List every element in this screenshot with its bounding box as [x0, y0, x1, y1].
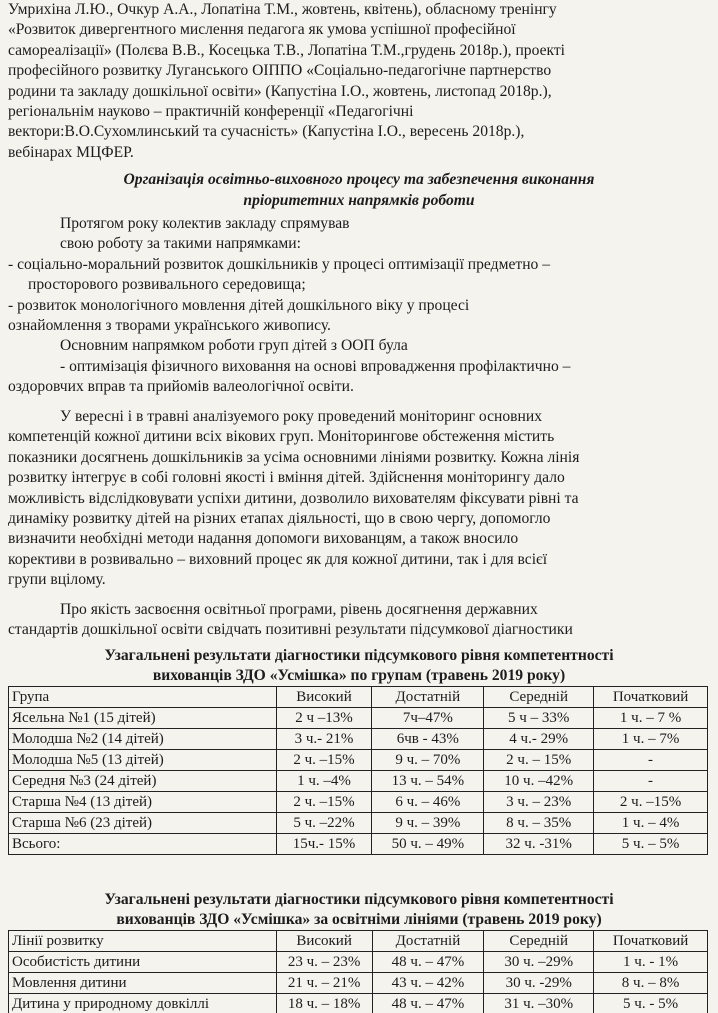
table-cell: 1 ч. – 7 % [594, 708, 708, 729]
table-cell: Всього: [9, 834, 277, 855]
monitoring-line: У вересні і в травні аналізуемого року проведений моніторинг основних [60, 408, 543, 425]
quality-line: Про якість засвоєння освітньої програми, рівень досягнення державних [60, 601, 538, 618]
table-row [9, 750, 708, 771]
table-row [9, 771, 708, 792]
table-cell: 7ч–47% [372, 708, 484, 729]
quality-line: стандартів дошкільної освіти свідчать позитивні результати підсумкової діагностики [8, 621, 573, 639]
table-cell: Середня №3 (24 дітей) [9, 771, 277, 792]
table-row [9, 952, 708, 973]
table-cell: 18 ч. – 18% [276, 994, 372, 1013]
table-cell: 1 ч. – 7% [594, 729, 708, 750]
table-cell: 1 ч. –4% [276, 771, 372, 792]
table-cell: 5 ч – 33% [484, 708, 594, 729]
directions-lead: свою роботу за такими напрямками: [60, 235, 301, 253]
table-cell: 1 ч. - 1% [594, 952, 708, 973]
directions-lead: Протягом року колектив закладу спрямував [60, 215, 350, 232]
table-row [9, 973, 708, 994]
table-cell: 5 ч. - 5% [594, 994, 708, 1013]
table-cell: 3 ч.- 21% [276, 729, 372, 750]
monitoring-line: можливість відслідковувати успіхи дитини, дозволило вихователям фіксувати рівні та [8, 489, 579, 507]
table-cell: 32 ч. -31% [484, 834, 594, 855]
oop-item: оздоровчих вправ та прийомів валеологічної освіти. [8, 378, 354, 396]
col-header: Високий [276, 931, 372, 952]
col-header: Середній [484, 931, 594, 952]
table-row [9, 708, 708, 729]
directions-section [8, 214, 708, 398]
col-header: Початковий [594, 687, 708, 708]
monitoring-line: розвитку інтегрує в собі головні якості і вміння дітей. Здійснення моніторингу дало [8, 469, 565, 487]
section-heading-line1: Організація освітньо-виховного процесу та забезпечення виконання [123, 171, 595, 188]
table-cell: 2 ч. –15% [276, 792, 372, 813]
table-cell: 48 ч. – 47% [372, 994, 484, 1013]
table-row [9, 994, 708, 1013]
section-heading-line2: пріоритетних напрямків роботи [243, 192, 475, 209]
intro-line: вектори:В.О.Сухомлинський та сучасність» (Капустіна І.О., вересень 2018р.), [8, 123, 525, 141]
table-cell: - [594, 771, 708, 792]
col-header: Початковий [594, 931, 708, 952]
results-by-groups-table [8, 686, 708, 855]
table-cell: Молодша №2 (14 дітей) [9, 729, 277, 750]
intro-line: професійного розвитку Луганського ОІППО «Соціально-педагогічне партнерство [8, 62, 552, 80]
table-cell: 13 ч. – 54% [372, 771, 484, 792]
table-cell: 5 ч. – 5% [594, 834, 708, 855]
table2-title-line2: вихованців ЗДО «Усмішка» за освітніми лініями (травень 2019 року) [116, 911, 602, 928]
table-row [9, 792, 708, 813]
col-header: Лінії розвитку [9, 931, 277, 952]
table-cell: Особистість дитини [9, 952, 277, 973]
table-cell: 30 ч. –29% [484, 952, 594, 973]
table-row [9, 729, 708, 750]
table-cell: 21 ч. – 21% [276, 973, 372, 994]
table-cell: 2 ч –13% [276, 708, 372, 729]
table-cell: 5 ч. –22% [276, 813, 372, 834]
table1-title-line1: Узагальнені результати діагностики підсумкового рівня компетентності [104, 647, 614, 664]
col-header: Достатній [372, 687, 484, 708]
col-header: Група [9, 687, 277, 708]
table-cell: 9 ч. – 70% [372, 750, 484, 771]
table-cell: 3 ч. – 23% [484, 792, 594, 813]
intro-line: вебінарах МЦФЕР. [8, 143, 134, 161]
quality-paragraph [8, 600, 708, 641]
monitoring-line: показники досягнень дошкільників за усіма основними лініями розвитку. Кожна лінія [8, 448, 580, 466]
col-header: Середній [484, 687, 594, 708]
monitoring-line: корективи в розвивально – виховний процес як для кожної дитини, так і для всієї [8, 550, 548, 568]
monitoring-line: визначити необхідні методи надання допомоги вихованцям, а також вносило [8, 530, 519, 548]
table-cell: 15ч.- 15% [276, 834, 372, 855]
table-total-row [9, 834, 708, 855]
col-header: Достатній [372, 931, 484, 952]
direction-item: - соціально-моральний розвиток дошкільників у процесі оптимізації предметно – [8, 255, 551, 273]
table-cell: Ясельна №1 (15 дітей) [9, 708, 277, 729]
table-cell: 30 ч. -29% [484, 973, 594, 994]
table-cell: 10 ч. –42% [484, 771, 594, 792]
direction-item: просторового розвивального середовища; [28, 276, 306, 294]
table-cell: Молодша №5 (13 дітей) [9, 750, 277, 771]
table-row [9, 813, 708, 834]
table-cell: 6чв - 43% [372, 729, 484, 750]
table-cell: 1 ч. – 4% [594, 813, 708, 834]
table-cell: Дитина у природному довкіллі [9, 994, 277, 1013]
oop-item: - оптимізація фізичного виховання на основі впровадження профілактично – [60, 357, 571, 375]
table-cell: 50 ч. – 49% [372, 834, 484, 855]
table-cell: 8 ч. – 35% [484, 813, 594, 834]
table2-title-line1: Узагальнені результати діагностики підсумкового рівня компетентності [104, 891, 614, 908]
results-by-lines-table [8, 930, 708, 1013]
table-header-row [9, 687, 708, 708]
table-cell: 2 ч. –15% [594, 792, 708, 813]
table-cell: 43 ч. – 42% [372, 973, 484, 994]
intro-paragraph [8, 0, 708, 163]
direction-item: ознайомлення з творами українського живопису. [8, 317, 331, 335]
intro-line: регіональнім науково – практичній конференції «Педагогічні [8, 103, 414, 121]
intro-line: самореалізації» (Полєва В.В., Косецька Т.В., Лопатіна Т.М.,грудень 2018р.), проекті [8, 41, 566, 59]
table-cell: - [594, 750, 708, 771]
table-cell: Старша №6 (23 дітей) [9, 813, 277, 834]
intro-line: «Розвиток дивергентного мислення педагога як умова успішної професійної [8, 21, 516, 39]
intro-line: Умрихіна Л.Ю., Очкур А.А., Лопатіна Т.М., жовтень, квітень), обласному тренінгу [8, 1, 557, 18]
table-cell: 9 ч. – 39% [372, 813, 484, 834]
table1-title-line2: вихованців ЗДО «Усмішка» по групам (травень 2019 року) [152, 667, 566, 684]
intro-line: родини та закладу дошкільної освіти» (Капустіна І.О., жовтень, листопад 2018р.), [8, 82, 552, 100]
table-cell: Мовлення дитини [9, 973, 277, 994]
monitoring-line: компетенцій кожної дитини всіх вікових груп. Моніторингове обстеження містить [8, 428, 555, 446]
monitoring-paragraph [8, 407, 708, 591]
col-header: Високий [276, 687, 372, 708]
direction-item: - розвиток монологічного мовлення дітей дошкільного віку у процесі [8, 296, 470, 314]
monitoring-line: групи вцілому. [8, 571, 106, 589]
table-cell: 8 ч. – 8% [594, 973, 708, 994]
table-cell: 2 ч. – 15% [484, 750, 594, 771]
table-header-row [9, 931, 708, 952]
table-cell: 4 ч.- 29% [484, 729, 594, 750]
oop-lead: Основним напрямком роботи груп дітей з ООП була [60, 337, 408, 355]
monitoring-line: динаміку розвитку дітей на різних етапах діяльності, що в свою чергу, допомогло [8, 510, 551, 528]
table-cell: 31 ч. –30% [484, 994, 594, 1013]
table-cell: 48 ч. – 47% [372, 952, 484, 973]
table-cell: 2 ч. –15% [276, 750, 372, 771]
table-cell: Старша №4 (13 дітей) [9, 792, 277, 813]
table-cell: 6 ч. – 46% [372, 792, 484, 813]
table-cell: 23 ч. – 23% [276, 952, 372, 973]
